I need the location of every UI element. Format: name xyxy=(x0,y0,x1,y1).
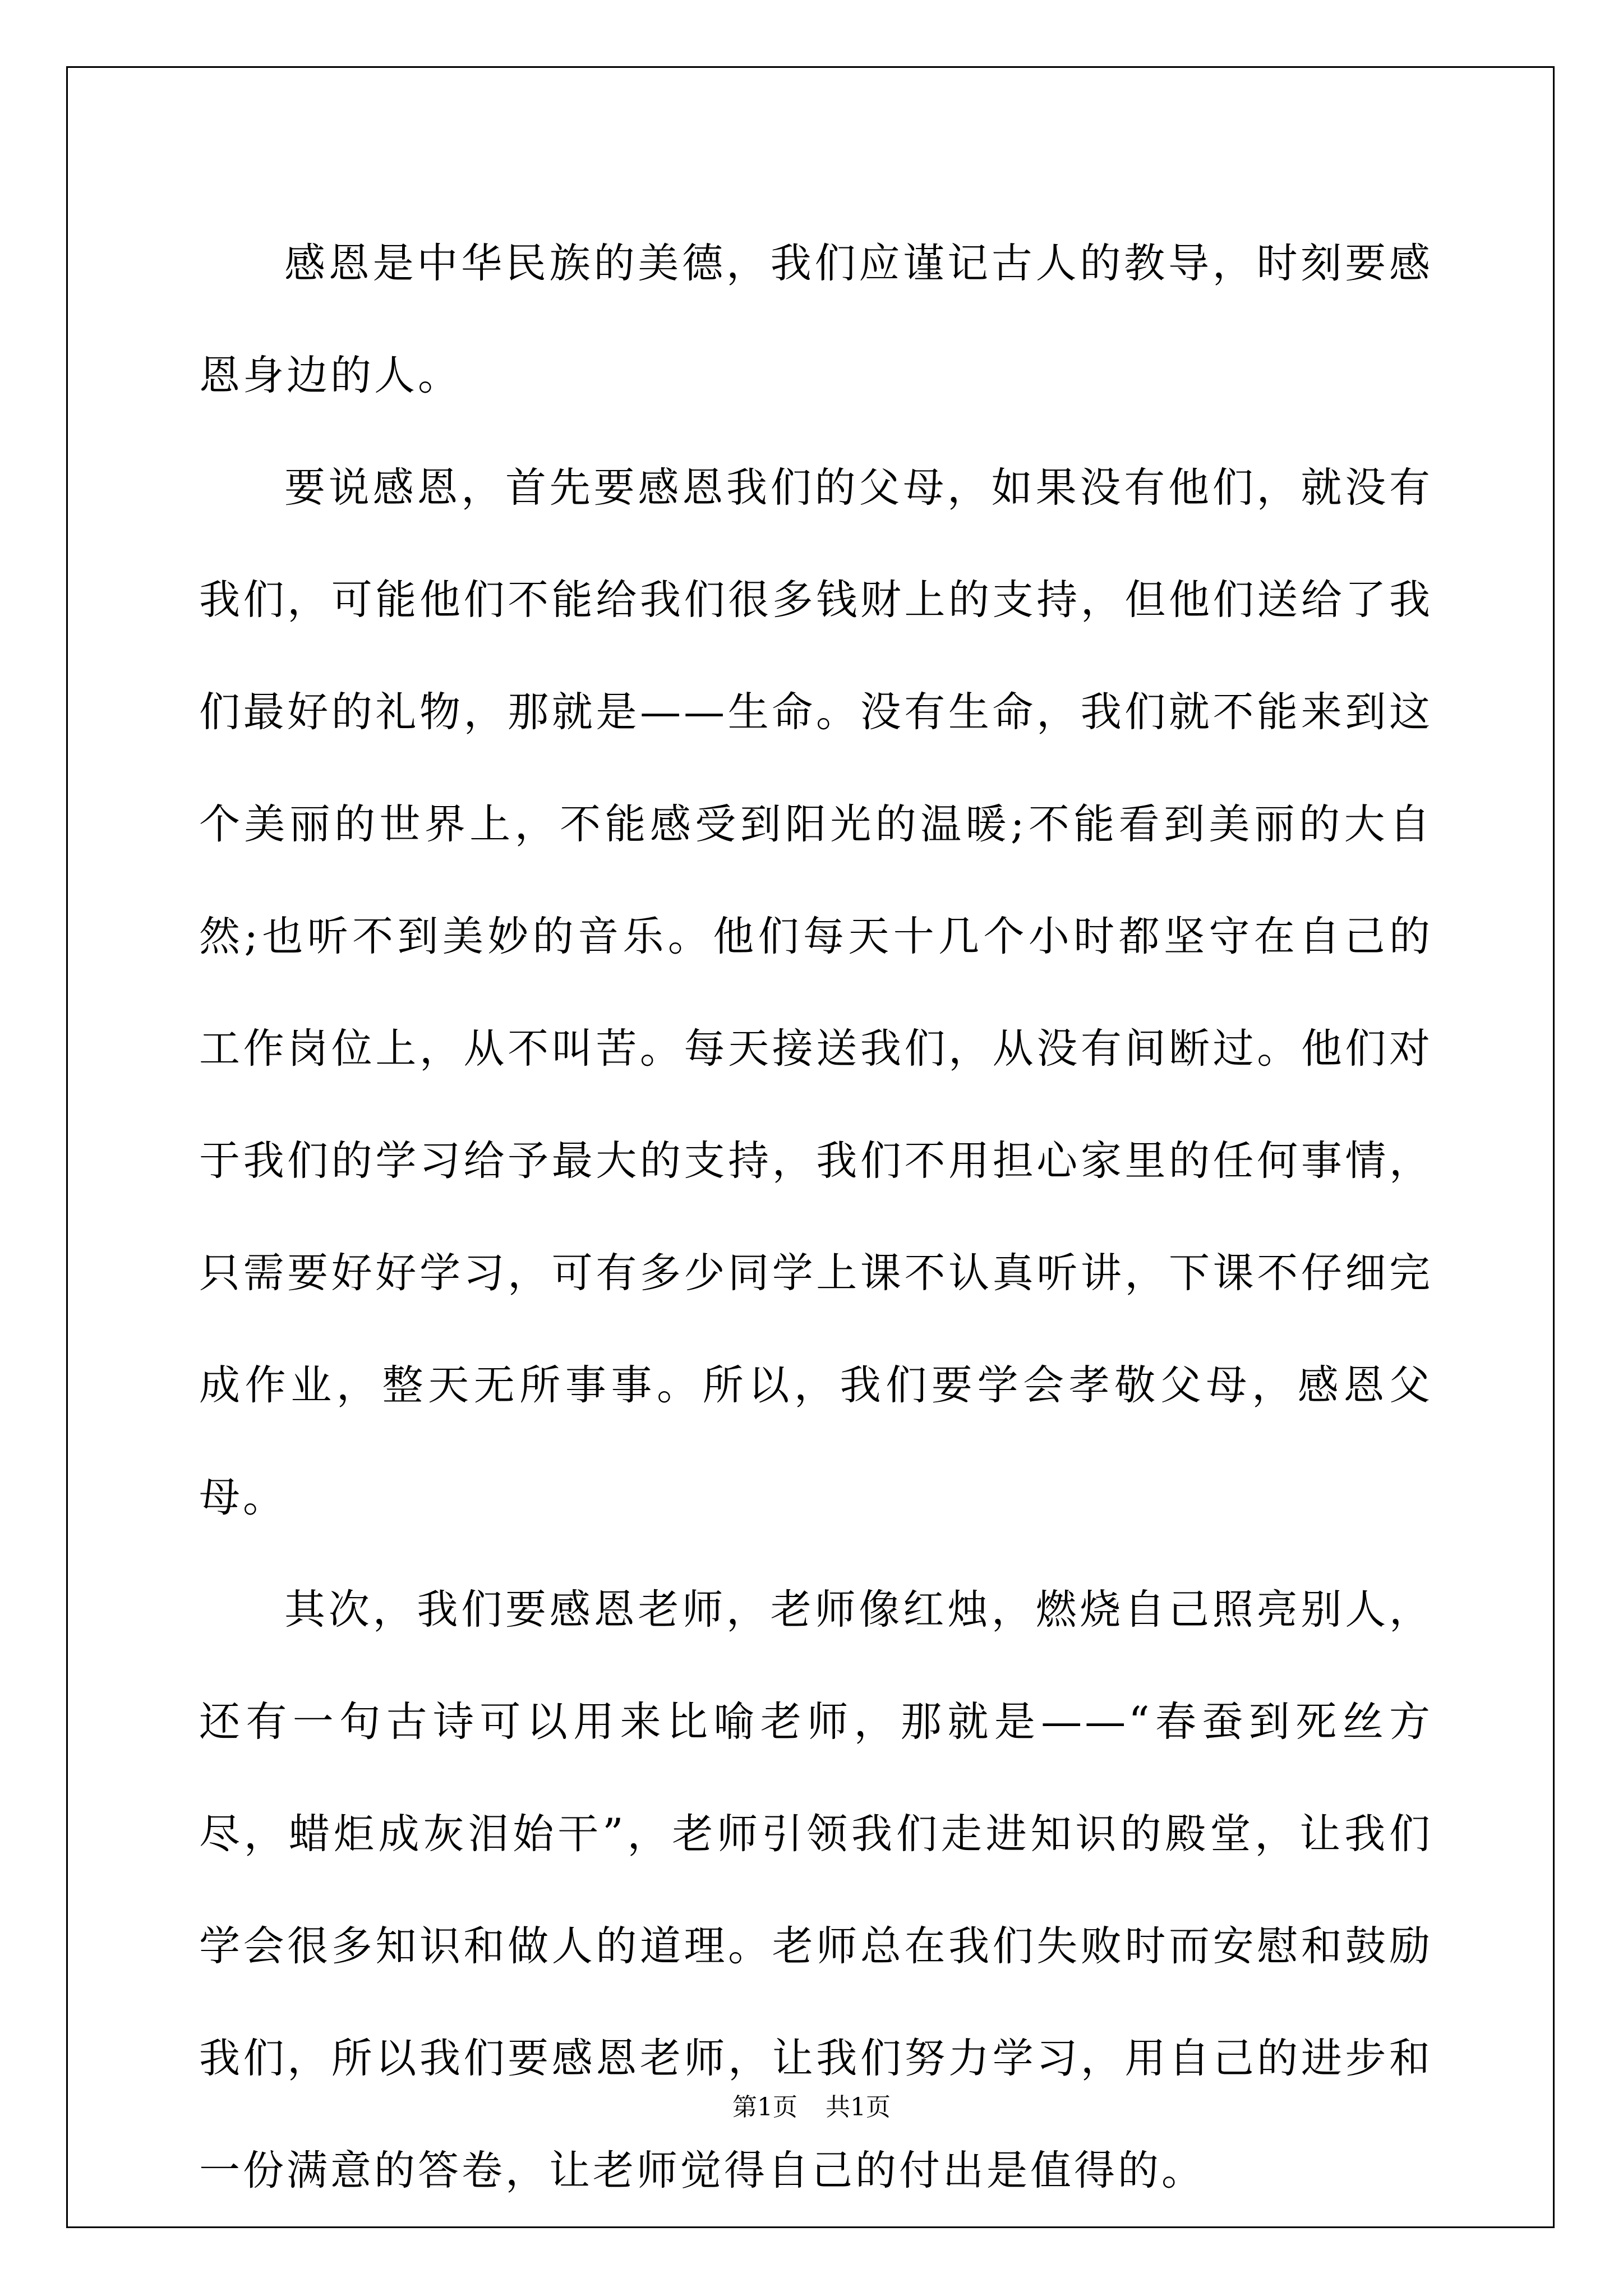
page-number: 第1页 xyxy=(732,2093,797,2122)
paragraph-1: 感恩是中华民族的美德，我们应谨记古人的教导，时刻要感恩身边的人。 xyxy=(199,240,1433,399)
page-footer xyxy=(0,2087,1623,2123)
paragraph-3: 其次，我们要感恩老师，老师像红烛，燃烧自己照亮别人，还有一句古诗可以用来比喻老师，那就是——“春蚕到死丝方尽，蜡炬成灰泪始干”，老师引领我们走进知识的殿堂，让我们学会很多知识和做人的道理。老师总在我们失败时而安慰和鼓励我们，所以我们要感恩老师，让我们努力学习，用自己的进步和一份满意的答卷，让老师觉得自己的付出是值得的。 xyxy=(199,1586,1433,2194)
page-total: 共1页 xyxy=(826,2093,891,2122)
paragraph-2: 要说感恩，首先要感恩我们的父母，如果没有他们，就没有我们，可能他们不能给我们很多钱财上的支持，但他们送给了我们最好的礼物，那就是——生命。没有生命，我们就不能来到这个美丽的世界上，不能感受到阳光的温暖;不能看到美丽的大自然;也听不到美妙的音乐。他们每天十几个小时都坚守在自己的工作岗位上，从不叫苦。每天接送我们，从没有间断过。他们对于我们的学习给予最大的支持，我们不用担心家里的任何事情，只需要好好学习，可有多少同学上课不认真听讲，下课不仔细完成作业，整天无所事事。所以，我们要学会孝敬父母，感恩父母。 xyxy=(199,464,1433,1521)
document-body xyxy=(199,208,1433,2227)
